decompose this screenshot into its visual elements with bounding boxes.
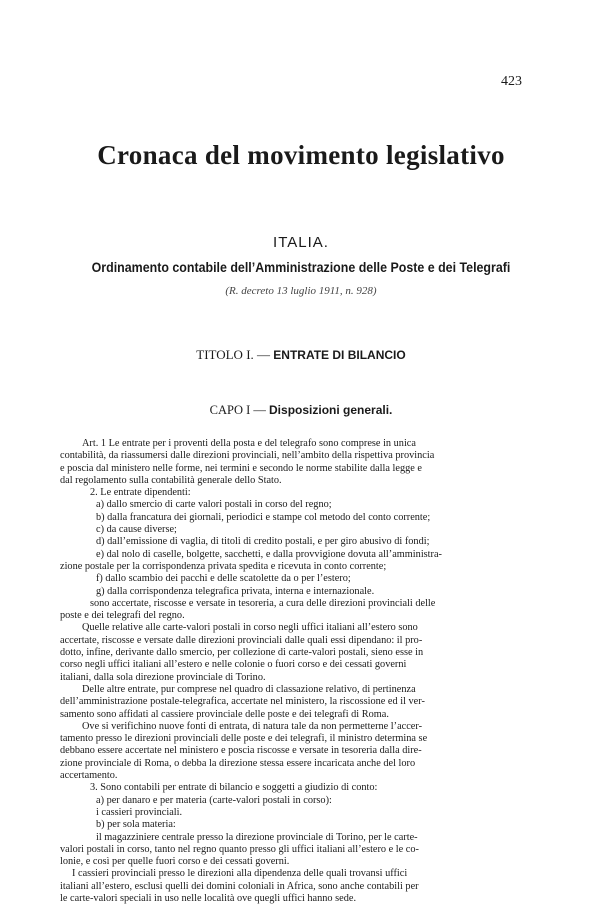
chronicle-title: Cronaca del movimento legislativo <box>97 140 505 170</box>
text-line: le carte-valori speciali in uso nelle località ove quegli uffici hanno sede. <box>60 892 357 904</box>
capo-prefix: CAPO I — <box>209 403 270 417</box>
text-line: zione postale per la corrispondenza privata spedita e ricevuta in conto corrente; <box>60 560 387 572</box>
text-line: italiani, dalla sola direzione provinciale di Torino. <box>60 671 266 683</box>
text-line: zione provinciale di Roma, o debba la direzione stessa essere incaricata anche del loro <box>60 757 416 769</box>
text-line: poste e dei telegrafi del regno. <box>60 610 185 622</box>
text-line: I cassieri provinciali presso le direzioni alla dipendenza delle quali trovansi uffici <box>72 868 408 880</box>
text-line: a) per danaro e per materia (carte-valori postali in corso): <box>96 794 332 806</box>
text-line: f) dallo scambio dei pacchi e delle scatolette da o per l’estero; <box>96 573 351 585</box>
text-line: 2. Le entrate dipendenti: <box>90 487 191 499</box>
country-heading: ITALIA. <box>273 234 329 251</box>
text-line: b) per sola materia: <box>96 819 176 831</box>
text-line: debbano essere accertate nel ministero e poscia riscosse e versate in tesoreria dalla dire- <box>60 745 422 757</box>
article-body <box>60 438 538 905</box>
text-line: contabilità, da riassumersi dalle direzioni provinciali, nell’ambito della rispettiva provincia <box>60 450 435 462</box>
text-line: accertamento. <box>60 770 118 782</box>
text-line: a) dallo smercio di carte valori postali in corso del regno; <box>96 499 332 511</box>
text-line: italiani all’estero, esclusi quelli dei domini coloniali in Africa, sono anche contabili per <box>60 880 419 892</box>
text-line: dell’amministrazione postale-telegrafica, accertate nel ministero, la riscossione ed il ver- <box>60 696 425 708</box>
page-number: 423 <box>501 74 522 89</box>
text-line: samento sono affidati al cassiere provinciale delle poste e dei telegrafi di Roma. <box>60 708 389 720</box>
text-line: Art. 1 Le entrate per i proventi della posta e del telegrafo sono comprese in unica <box>82 438 416 449</box>
titolo-prefix: TITOLO I. — <box>196 347 274 362</box>
text-line: i cassieri provinciali. <box>96 806 183 818</box>
text-line: g) dalla corrispondenza telegrafica privata, interna e internazionale. <box>96 585 375 597</box>
text-line: valori postali in corso, tanto nel regno quanto presso gli uffici italiani all’estero e le co- <box>60 843 419 855</box>
text-line: 3. Sono contabili per entrate di bilancio e soggetti a giudizio di conto: <box>90 782 378 794</box>
text-line: dotto, infine, derivante dallo smercio, per collezione di carte-valori postali, sieno esse in <box>60 647 424 659</box>
text-line: Delle altre entrate, pur comprese nel quadro di classazione relativo, di pertinenza <box>82 683 416 695</box>
text-line: d) dall’emissione di vaglia, di titoli di credito postali, e per giro abusivo di fondi; <box>96 536 430 548</box>
text-line: Quelle relative alle carte-valori postali in corso negli uffici italiani all’estero sono <box>82 622 418 634</box>
text-line: e) dal nolo di caselle, bolgette, sacchetti, e dalla provvigione dovuta all’amministra- <box>96 548 442 560</box>
text-line: c) da cause diverse; <box>96 524 177 536</box>
text-line: e poscia dal ministero nelle forme, nei termini e secondo le norme stabilite dalla legge e <box>60 462 422 474</box>
capo-name: Disposizioni generali. <box>269 403 393 417</box>
text-line: sono accertate, riscosse e versate in tesoreria, a cura delle direzioni provinciali delle <box>90 597 436 609</box>
text-line: lonie, e così per quelle fuori corso e dei cessati governi. <box>60 856 290 868</box>
titolo-name: ENTRATE DI BILANCIO <box>273 348 406 362</box>
law-title: Ordinamento contabile dell’Amministrazione delle Poste e dei Telegrafi <box>91 260 511 275</box>
decree-reference: (R. decreto 13 luglio 1911, n. 928) <box>225 285 377 297</box>
text-line: Ove si verifichino nuove fonti di entrata, di natura tale da non permetterne l’accer- <box>82 720 423 732</box>
text-line: corso negli uffici italiani all’estero e nelle colonie o fuori corso e dei cessati governi <box>60 659 407 671</box>
text-line: tamento presso le direzioni provinciali delle poste e dei telegrafi, il ministro determina se <box>60 733 428 745</box>
text-line: il magazziniere centrale presso la direzione provinciale di Torino, per le carte- <box>96 831 418 843</box>
text-line: dal regolamento sulla contabilità generale dello Stato. <box>60 474 282 486</box>
capo-heading <box>0 403 602 418</box>
titolo-heading <box>0 347 602 363</box>
text-line: accertate, riscosse e versate dalle direzioni provinciali dalle quali essi dipendano: il pro- <box>60 634 423 646</box>
text-line: b) dalla francatura dei giornali, periodici e stampe col metodo del conto corrente; <box>96 511 431 523</box>
